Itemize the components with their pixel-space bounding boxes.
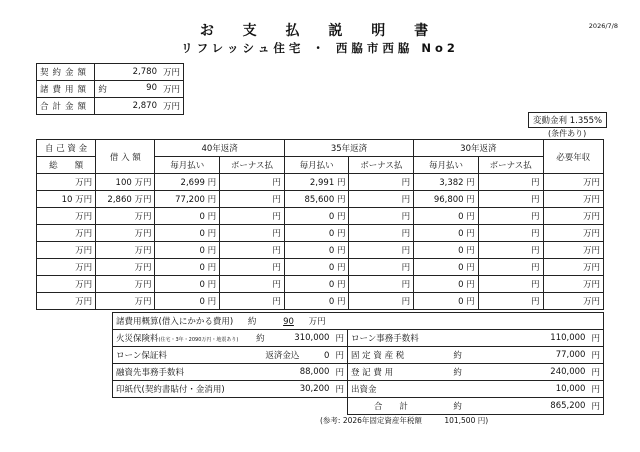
- header-total: 総 額: [37, 157, 96, 174]
- reference-label: (参考: 2026年固定資産年税額: [320, 416, 422, 425]
- guarantee-note: 返済金込: [265, 351, 300, 361]
- bonus-40: [220, 174, 285, 191]
- monthly-40-unit: 円: [207, 229, 217, 239]
- monthly-30-amount: 0: [458, 246, 464, 256]
- monthly-35-unit: 円: [336, 195, 346, 205]
- blank-cell: [113, 398, 348, 415]
- monthly-30: [414, 242, 479, 259]
- monthly-40-amount: 0: [199, 229, 205, 239]
- bonus-30: [478, 208, 543, 225]
- monthly-30-amount: 0: [458, 229, 464, 239]
- fire-insurance-value: 310,000: [279, 330, 332, 347]
- income-cell: [543, 276, 603, 293]
- bonus-40: [220, 276, 285, 293]
- bonus-40-unit: 円: [272, 178, 281, 188]
- monthly-40-amount: 0: [199, 280, 205, 290]
- own-funds-unit: 万円: [75, 280, 93, 290]
- monthly-35: [284, 293, 349, 310]
- property-tax-prefix: 約: [434, 347, 482, 364]
- borrow-cell: [96, 225, 155, 242]
- monthly-30-amount: 0: [458, 280, 464, 290]
- summary-row: [37, 64, 184, 81]
- monthly-40-unit: 円: [207, 212, 217, 222]
- monthly-40-unit: 円: [207, 195, 217, 205]
- rate-box: [528, 112, 607, 128]
- bonus-30: [478, 174, 543, 191]
- bonus-35: [349, 174, 414, 191]
- monthly-30: [414, 208, 479, 225]
- fire-insurance-unit: 円: [332, 330, 347, 347]
- own-funds-cell: [37, 293, 96, 310]
- borrow-unit: 万円: [134, 195, 152, 205]
- reference-value: 101,500 円): [444, 416, 489, 425]
- monthly-35-amount: 0: [328, 229, 335, 239]
- monthly-35: [284, 259, 349, 276]
- borrow-unit: 万円: [134, 297, 152, 307]
- own-funds: 10: [61, 195, 73, 205]
- table-row: [37, 225, 604, 242]
- rate-condition: (条件あり): [548, 129, 587, 138]
- total-value: 865,200: [481, 398, 588, 415]
- header-monthly-30: 毎月払い: [414, 157, 479, 174]
- borrow-unit: 万円: [134, 229, 152, 239]
- bonus-40: [220, 259, 285, 276]
- monthly-30: [414, 259, 479, 276]
- summary-value-cell: [95, 98, 160, 115]
- summary-value: 90: [146, 83, 157, 93]
- fees-header-value: 90: [283, 317, 294, 327]
- monthly-35: [284, 174, 349, 191]
- own-funds-unit: 万円: [75, 297, 93, 307]
- loan-office-fee-unit: 円: [588, 330, 603, 347]
- header-income: 必要年収: [543, 140, 603, 174]
- agency-fee-value: 88,000: [241, 364, 332, 381]
- own-funds-cell: [37, 242, 96, 259]
- borrow-cell: [96, 174, 155, 191]
- fire-insurance-prefix: 約: [241, 330, 279, 347]
- monthly-30: [414, 174, 479, 191]
- investment-label: 出資金: [347, 381, 481, 398]
- header-own-funds: 自 己 資 金: [37, 140, 96, 157]
- header-bonus-35: ボーナス払: [349, 157, 414, 174]
- bonus-30: [478, 242, 543, 259]
- monthly-35-amount: 85,600: [304, 195, 335, 205]
- monthly-40: [155, 259, 220, 276]
- income-unit: 万円: [582, 246, 600, 256]
- total-unit: 円: [588, 398, 603, 415]
- bonus-35-unit: 円: [401, 297, 411, 307]
- monthly-35-amount: 0: [328, 280, 335, 290]
- summary-value-cell: [95, 81, 160, 98]
- monthly-35: [284, 208, 349, 225]
- bonus-30: [478, 293, 543, 310]
- monthly-40: [155, 276, 220, 293]
- monthly-35: [284, 191, 349, 208]
- monthly-30-unit: 円: [466, 195, 475, 205]
- header-borrow: 借 入 額: [96, 140, 155, 174]
- monthly-30-unit: 円: [466, 297, 475, 307]
- summary-unit: 万円: [160, 98, 184, 115]
- monthly-35-unit: 円: [336, 178, 346, 188]
- own-funds-unit: 万円: [75, 195, 93, 205]
- table-row: [37, 174, 604, 191]
- bonus-30-unit: 円: [531, 178, 540, 188]
- bonus-30-unit: 円: [531, 212, 540, 222]
- bonus-35: [349, 225, 414, 242]
- bonus-35: [349, 259, 414, 276]
- property-tax-label: 固 定 資 産 税: [347, 347, 433, 364]
- bonus-30: [478, 259, 543, 276]
- bonus-40-unit: 円: [272, 297, 281, 307]
- summary-table: [36, 63, 184, 115]
- monthly-35-unit: 円: [336, 212, 346, 222]
- summary-label: 合計金額: [37, 98, 95, 115]
- monthly-35: [284, 242, 349, 259]
- summary-value: 2,780: [132, 67, 157, 77]
- monthly-30-unit: 円: [466, 178, 475, 188]
- monthly-40-unit: 円: [207, 280, 217, 290]
- monthly-40: [155, 293, 220, 310]
- income-cell: [543, 242, 603, 259]
- investment-value: 10,000: [481, 381, 588, 398]
- bonus-35-unit: 円: [401, 195, 411, 205]
- guarantee-value: 0: [324, 351, 330, 361]
- bonus-35-unit: 円: [401, 263, 411, 273]
- agency-fee-label: 融資先事務手数料: [113, 364, 242, 381]
- income-unit: 万円: [582, 280, 600, 290]
- borrow-cell: [96, 276, 155, 293]
- borrow-unit: 万円: [134, 263, 152, 273]
- summary-row: [37, 81, 184, 98]
- investment-unit: 円: [588, 381, 603, 398]
- bonus-30: [478, 191, 543, 208]
- bonus-30-unit: 円: [531, 195, 540, 205]
- stamp-unit: 円: [332, 381, 347, 398]
- own-funds-cell: [37, 259, 96, 276]
- monthly-30: [414, 191, 479, 208]
- income-cell: [543, 259, 603, 276]
- income-unit: 万円: [582, 229, 600, 239]
- borrow-cell: [96, 191, 155, 208]
- borrow-unit: 万円: [134, 212, 152, 222]
- monthly-30-unit: 円: [466, 280, 475, 290]
- income-cell: [543, 191, 603, 208]
- bonus-40-unit: 円: [272, 280, 281, 290]
- income-unit: 万円: [582, 297, 600, 307]
- income-unit: 万円: [582, 263, 600, 273]
- monthly-40-amount: 2,699: [180, 178, 205, 188]
- borrow-unit: 万円: [134, 178, 152, 188]
- bonus-35: [349, 242, 414, 259]
- monthly-35-amount: 0: [328, 297, 335, 307]
- summary-unit: 万円: [160, 64, 184, 81]
- monthly-35: [284, 225, 349, 242]
- monthly-30-unit: 円: [466, 229, 475, 239]
- own-funds-unit: 万円: [75, 212, 93, 222]
- bonus-40-unit: 円: [272, 263, 281, 273]
- own-funds-unit: 万円: [75, 246, 93, 256]
- monthly-30: [414, 225, 479, 242]
- bonus-30-unit: 円: [531, 280, 540, 290]
- bonus-40-unit: 円: [272, 229, 281, 239]
- monthly-35-unit: 円: [336, 263, 346, 273]
- loan-office-fee-label: ローン事務手数料: [347, 330, 481, 347]
- fire-insurance-note: (住宅・3年・2090万円・地震あり): [158, 337, 239, 343]
- monthly-30: [414, 276, 479, 293]
- own-funds-cell: [37, 208, 96, 225]
- property-name: リフレッシュ住宅 ・ 西脇市西脇 No2: [181, 41, 459, 55]
- borrow-cell: [96, 242, 155, 259]
- monthly-40-amount: 0: [199, 246, 205, 256]
- registration-prefix: 約: [434, 364, 482, 381]
- monthly-35-amount: 0: [328, 263, 335, 273]
- monthly-30: [414, 293, 479, 310]
- fees-header-label: 諸費用概算(借入にかかる費用): [116, 317, 234, 327]
- monthly-30-unit: 円: [466, 246, 475, 256]
- monthly-30-unit: 円: [466, 263, 475, 273]
- monthly-40-unit: 円: [207, 246, 217, 256]
- monthly-40: [155, 225, 220, 242]
- summary-label: 諸費用額: [37, 81, 95, 98]
- bonus-40: [220, 208, 285, 225]
- monthly-35-unit: 円: [336, 280, 346, 290]
- own-funds-cell: [37, 174, 96, 191]
- bonus-35: [349, 191, 414, 208]
- income-cell: [543, 174, 603, 191]
- registration-value: 240,000: [481, 364, 588, 381]
- bonus-30-unit: 円: [531, 246, 540, 256]
- rate-label: 変動金利: [533, 116, 568, 126]
- header-35yr: 35年返済: [284, 140, 413, 157]
- monthly-35-unit: 円: [336, 229, 346, 239]
- income-unit: 万円: [582, 212, 600, 222]
- stamp-label: 印紙代(契約書貼付・金消用): [113, 381, 280, 398]
- own-funds-unit: 万円: [75, 263, 93, 273]
- monthly-40-amount: 0: [199, 263, 205, 273]
- table-row: [37, 208, 604, 225]
- bonus-35-unit: 円: [401, 246, 411, 256]
- fees-header-prefix: 約: [247, 317, 257, 327]
- monthly-40-unit: 円: [207, 263, 217, 273]
- summary-prefix: 約: [98, 85, 107, 95]
- income-unit: 万円: [582, 178, 600, 188]
- bonus-40: [220, 191, 285, 208]
- agency-fee-unit: 円: [332, 364, 347, 381]
- monthly-35: [284, 276, 349, 293]
- monthly-40: [155, 174, 220, 191]
- monthly-40: [155, 208, 220, 225]
- bonus-40-unit: 円: [272, 246, 281, 256]
- guarantee-unit: 円: [332, 347, 347, 364]
- bonus-40: [220, 242, 285, 259]
- monthly-30-unit: 円: [466, 212, 475, 222]
- bonus-30: [478, 276, 543, 293]
- table-row: [37, 242, 604, 259]
- header-bonus-40: ボーナス払: [220, 157, 285, 174]
- fire-insurance-label-cell: [113, 330, 242, 347]
- monthly-35-unit: 円: [336, 246, 346, 256]
- monthly-35-amount: 0: [328, 212, 335, 222]
- borrow-amount: 100: [115, 178, 132, 188]
- monthly-40: [155, 242, 220, 259]
- own-funds-cell: [37, 191, 96, 208]
- loan-table: [36, 139, 604, 310]
- borrow-amount: 2,860: [107, 195, 132, 205]
- borrow-unit: 万円: [134, 280, 152, 290]
- header-monthly-40: 毎月払い: [155, 157, 220, 174]
- table-row: [37, 259, 604, 276]
- bonus-40: [220, 225, 285, 242]
- header-monthly-35: 毎月払い: [284, 157, 349, 174]
- monthly-30-amount: 3,382: [439, 178, 464, 188]
- table-row: [37, 293, 604, 310]
- summary-unit: 万円: [160, 81, 184, 98]
- summary-value: 2,870: [132, 101, 157, 111]
- income-unit: 万円: [582, 195, 600, 205]
- guarantee-label: ローン保証料: [113, 347, 242, 364]
- header-40yr: 40年返済: [155, 140, 284, 157]
- bonus-35: [349, 208, 414, 225]
- monthly-40: [155, 191, 220, 208]
- bonus-40-unit: 円: [272, 195, 281, 205]
- loan-office-fee-value: 110,000: [481, 330, 588, 347]
- bonus-30-unit: 円: [531, 263, 540, 273]
- guarantee-value-cell: [241, 347, 332, 364]
- monthly-40-unit: 円: [207, 297, 217, 307]
- bonus-40: [220, 293, 285, 310]
- bonus-40-unit: 円: [272, 212, 281, 222]
- total-prefix: 約: [434, 398, 482, 415]
- fees-table: [112, 312, 604, 415]
- document-date: 2026/7/8: [588, 22, 618, 30]
- borrow-cell: [96, 259, 155, 276]
- borrow-cell: [96, 208, 155, 225]
- monthly-40-amount: 77,200: [175, 195, 205, 205]
- document-title: お 支 払 説 明 書: [199, 23, 441, 39]
- bonus-35-unit: 円: [401, 178, 411, 188]
- income-cell: [543, 293, 603, 310]
- fire-insurance-label: 火災保険料: [116, 334, 159, 344]
- borrow-cell: [96, 293, 155, 310]
- property-tax-value: 77,000: [481, 347, 588, 364]
- summary-row: [37, 98, 184, 115]
- bonus-35-unit: 円: [401, 280, 411, 290]
- own-funds-cell: [37, 225, 96, 242]
- table-row: [37, 276, 604, 293]
- monthly-30-amount: 0: [458, 212, 464, 222]
- monthly-30-amount: 0: [458, 263, 464, 273]
- registration-unit: 円: [588, 364, 603, 381]
- fees-header-unit: 万円: [308, 317, 326, 327]
- header-30yr: 30年返済: [414, 140, 543, 157]
- own-funds-cell: [37, 276, 96, 293]
- income-cell: [543, 208, 603, 225]
- monthly-40-amount: 0: [199, 212, 205, 222]
- monthly-40-amount: 0: [199, 297, 205, 307]
- total-label: 合 計: [347, 398, 433, 415]
- reference-note: [320, 415, 488, 426]
- bonus-35-unit: 円: [401, 229, 411, 239]
- monthly-35-amount: 2,991: [309, 178, 335, 188]
- bonus-35: [349, 293, 414, 310]
- income-cell: [543, 225, 603, 242]
- rate-value: 1.355%: [569, 116, 603, 126]
- monthly-35-unit: 円: [336, 297, 346, 307]
- header-bonus-30: ボーナス払: [478, 157, 543, 174]
- fees-header: [113, 313, 604, 330]
- registration-label: 登 記 費 用: [347, 364, 433, 381]
- summary-value-cell: [95, 64, 160, 81]
- property-tax-unit: 円: [588, 347, 603, 364]
- borrow-unit: 万円: [134, 246, 152, 256]
- monthly-40-unit: 円: [207, 178, 217, 188]
- own-funds-unit: 万円: [75, 178, 93, 188]
- bonus-30: [478, 225, 543, 242]
- bonus-30-unit: 円: [531, 229, 540, 239]
- monthly-30-amount: 96,800: [433, 195, 464, 205]
- stamp-value: 30,200: [279, 381, 332, 398]
- bonus-30-unit: 円: [531, 297, 540, 307]
- bonus-35: [349, 276, 414, 293]
- monthly-30-amount: 0: [458, 297, 464, 307]
- bonus-35-unit: 円: [401, 212, 411, 222]
- own-funds-unit: 万円: [75, 229, 93, 239]
- monthly-35-amount: 0: [328, 246, 335, 256]
- summary-label: 契約金額: [37, 64, 95, 81]
- table-row: [37, 191, 604, 208]
